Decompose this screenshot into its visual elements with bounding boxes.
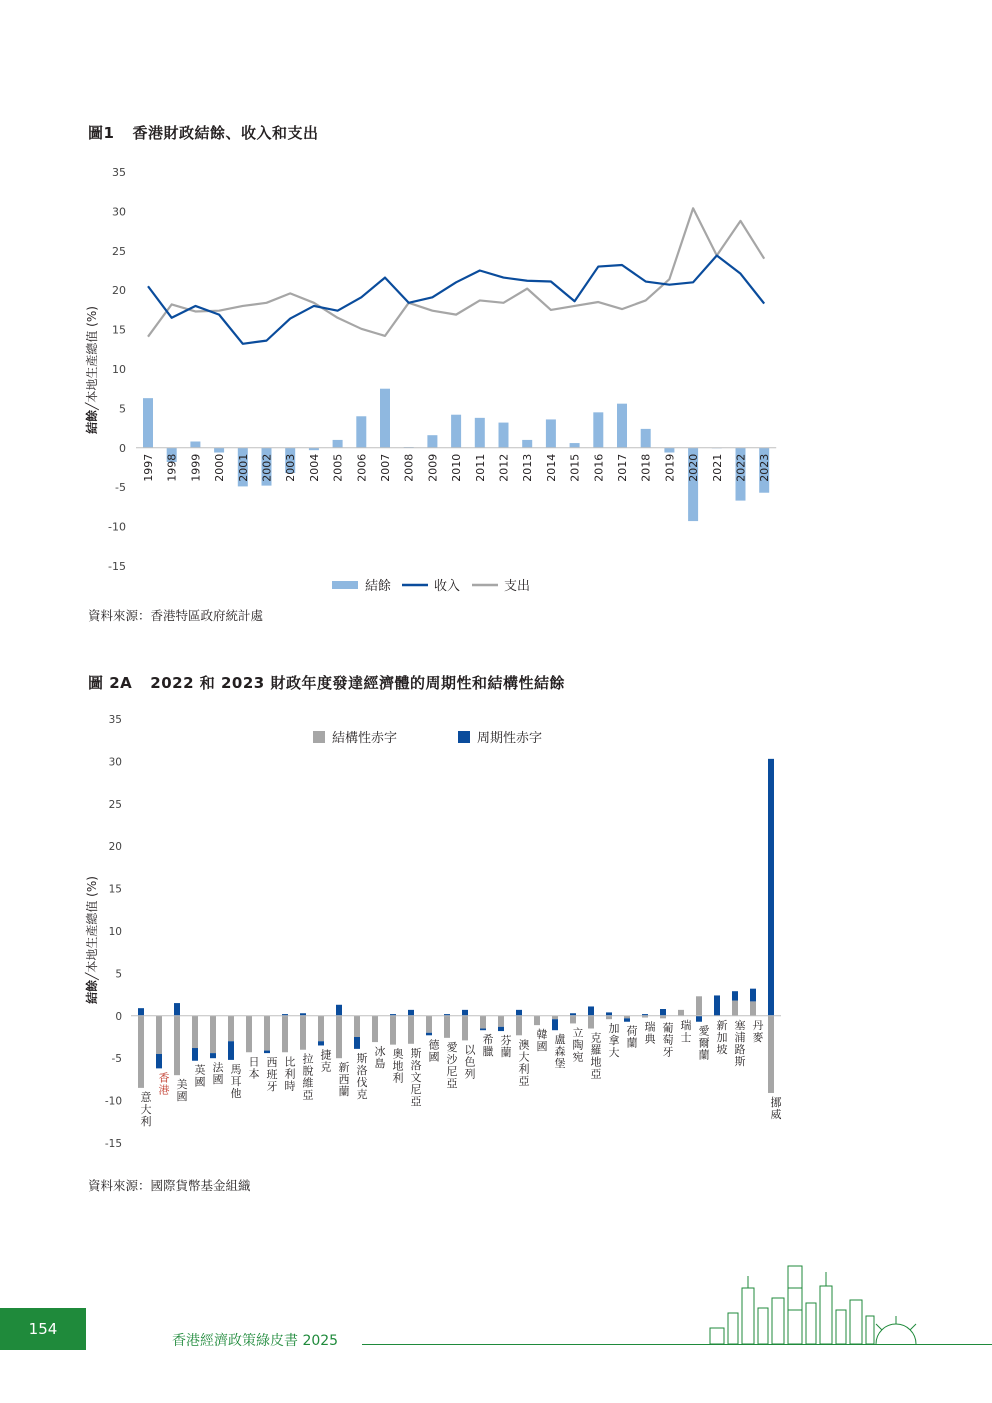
y-tick-label: -5: [115, 481, 126, 495]
category-label-char: 荷: [626, 1024, 638, 1038]
cyclical-bar: [138, 1008, 144, 1016]
structural-bar: [462, 1016, 468, 1041]
cyclical-bar: [588, 1006, 594, 1015]
category-label-char: 利: [392, 1071, 404, 1085]
cyclical-bar: [750, 989, 756, 1002]
category-label-char: 班: [266, 1068, 278, 1082]
category-label: [357, 1051, 368, 1101]
x-tick-label: 2023: [758, 453, 772, 482]
structural-bar: [606, 1016, 612, 1019]
balance-bar: [451, 415, 461, 448]
category-label: [717, 1019, 728, 1056]
category-label: [303, 1052, 314, 1102]
structural-bar: [768, 1016, 774, 1093]
category-label: [375, 1044, 386, 1070]
category-label-char: 浦: [734, 1030, 746, 1044]
category-label: [555, 1032, 566, 1070]
category-label-char: 葡: [662, 1021, 674, 1035]
x-tick-label: 2009: [426, 453, 440, 482]
y-tick-label: -10: [104, 1095, 122, 1108]
structural-bar: [174, 1016, 180, 1075]
category-label-char: 德: [428, 1038, 440, 1052]
x-tick-label: 2002: [260, 453, 274, 482]
category-label: [483, 1033, 494, 1058]
category-label: [663, 1020, 674, 1058]
category-label-char: 西: [338, 1073, 350, 1087]
category-label-char: 愛: [446, 1040, 458, 1054]
x-tick-label: 2010: [450, 453, 464, 482]
category-label-char: 脫: [302, 1064, 314, 1078]
cyclical-bar: [732, 991, 738, 1000]
category-label: [231, 1063, 242, 1100]
category-label-char: 國: [212, 1073, 224, 1087]
category-label-char: 尼: [446, 1064, 458, 1078]
figure1-heading: 香港財政結餘、收入和支出: [132, 124, 319, 142]
category-label-char: 馬: [230, 1062, 242, 1076]
x-tick-label: 2017: [616, 453, 629, 482]
figure2-source: 資料來源：國際貨幣基金組織: [88, 1178, 251, 1193]
category-label-char: 他: [230, 1086, 242, 1100]
structural-bar: [372, 1016, 378, 1042]
structural-bar: [390, 1016, 396, 1045]
structural-bar: [156, 1016, 162, 1054]
cyclical-bar: [156, 1054, 162, 1068]
balance-bar: [214, 448, 224, 453]
category-label: [465, 1043, 477, 1080]
cyclical-bar: [498, 1027, 504, 1031]
category-label-char: 塞: [734, 1018, 746, 1032]
y-tick-label: 0: [115, 1010, 122, 1023]
y-tick-label: 10: [112, 363, 126, 376]
category-label-char: 港: [158, 1083, 170, 1097]
y-tick-label: 30: [108, 756, 122, 769]
category-label-char: 拉: [302, 1052, 314, 1066]
category-label-char: 士: [680, 1030, 692, 1044]
cyclical-bar: [408, 1010, 414, 1016]
structural-bar: [426, 1016, 432, 1033]
structural-bar: [228, 1016, 234, 1041]
y-axis-label: [84, 306, 99, 434]
category-label-char: 利: [518, 1062, 530, 1076]
y-axis-label-bold: 結餘: [85, 409, 99, 434]
figure2-label: 圖 2A: [88, 674, 133, 692]
structural-bar: [354, 1016, 360, 1037]
category-label: [177, 1078, 188, 1103]
structural-bar: [300, 1016, 306, 1050]
category-label: [771, 1095, 782, 1121]
x-tick-label: 2007: [379, 453, 392, 482]
balance-bar: [570, 443, 580, 448]
category-label-char: 斯: [356, 1051, 368, 1065]
figure1-label: 圖1: [88, 124, 115, 142]
legend-label-expenditure: 支出: [504, 579, 531, 594]
figure1-source: 資料來源：香港特區政府統計處: [88, 608, 264, 623]
category-label-char: 西: [266, 1056, 278, 1070]
category-label: [735, 1018, 746, 1068]
category-label: [645, 1019, 657, 1045]
legend-swatch-cyclical: [458, 731, 470, 743]
category-label-char: 國: [176, 1090, 188, 1104]
category-label-char: 尼: [410, 1082, 422, 1096]
structural-bar: [696, 996, 702, 1016]
category-label-char: 蘭: [500, 1046, 512, 1060]
cyclical-bar: [354, 1037, 360, 1049]
category-label-char: 宛: [572, 1050, 584, 1064]
category-label-char: 亞: [302, 1088, 314, 1102]
cyclical-bar: [228, 1041, 234, 1060]
page-number: 154: [28, 1320, 58, 1338]
category-label: [573, 1026, 584, 1063]
balance-bar: [427, 435, 437, 448]
x-tick-label: 2003: [284, 453, 298, 482]
cyclical-bar: [336, 1005, 342, 1016]
balance-bar: [190, 441, 200, 447]
structural-bar: [516, 1016, 522, 1036]
x-tick-label: 2018: [639, 453, 653, 482]
category-label-char: 大: [608, 1046, 620, 1060]
category-label-char: 洛: [410, 1058, 422, 1072]
category-label-char: 洛: [356, 1063, 368, 1077]
category-label-char: 澳: [518, 1038, 530, 1052]
category-label: [609, 1021, 620, 1059]
y-tick-label: 20: [108, 841, 122, 854]
y-tick-label: 10: [108, 926, 122, 938]
category-label-char: 比: [284, 1055, 296, 1069]
category-label-char: 爾: [698, 1036, 710, 1050]
balance-bar: [356, 416, 366, 448]
structural-bar: [408, 1016, 414, 1044]
category-label-char: 法: [212, 1061, 224, 1075]
category-label-char: 時: [284, 1079, 296, 1093]
structural-bar: [498, 1016, 504, 1027]
category-label-char: 愛: [698, 1024, 710, 1038]
category-label-char: 堡: [554, 1057, 566, 1071]
category-label-char: 色: [464, 1055, 476, 1069]
category-label-char: 蘭: [698, 1048, 710, 1062]
category-label-char: 意: [140, 1090, 152, 1104]
structural-bar: [210, 1016, 216, 1053]
category-label-char: 萄: [662, 1033, 674, 1047]
structural-bar: [534, 1016, 540, 1025]
y-tick-label: 25: [112, 244, 126, 258]
balance-bar: [143, 398, 153, 448]
chart-fiscal-balance: [80, 160, 800, 600]
x-tick-label: 2005: [331, 453, 345, 482]
cyclical-bar: [192, 1048, 198, 1061]
category-label-char: 典: [644, 1032, 656, 1046]
category-label-char: 地: [590, 1055, 602, 1069]
category-label-char: 美: [176, 1078, 188, 1092]
cyclical-bar: [768, 759, 774, 1016]
category-label-char: 亞: [590, 1067, 602, 1081]
y-tick-label: 25: [108, 798, 122, 811]
legend-label-cyclical: 周期性赤字: [477, 731, 543, 746]
category-label-char: 大: [140, 1102, 152, 1116]
balance-bar: [522, 440, 532, 448]
y-axis-label-rest: ╱本地生產總值 (%): [85, 876, 99, 980]
cyclical-bar: [480, 1029, 486, 1031]
category-label-char: 大: [518, 1050, 530, 1064]
category-label-char: 島: [374, 1057, 386, 1071]
y-tick-label: -15: [108, 560, 126, 573]
y-tick-label: 5: [119, 402, 126, 416]
category-label: [339, 1061, 350, 1098]
category-label-char: 亞: [410, 1094, 422, 1108]
category-label-char: 沙: [446, 1052, 458, 1066]
x-tick-label: 2001: [236, 453, 250, 482]
category-label-char: 加: [608, 1022, 620, 1036]
x-tick-label: 2006: [355, 453, 369, 482]
structural-bar: [552, 1016, 558, 1019]
category-label-char: 森: [554, 1045, 566, 1059]
cyclical-bar: [210, 1053, 216, 1058]
publication-title: 香港經濟政策綠皮書 2025: [172, 1333, 339, 1349]
category-label-char: 立: [572, 1026, 584, 1040]
category-label-char: 新: [716, 1018, 728, 1032]
y-tick-label: 30: [112, 205, 126, 219]
category-label: [699, 1025, 710, 1062]
x-tick-label: 1998: [165, 453, 179, 482]
cyclical-bar: [174, 1003, 180, 1016]
category-label: [753, 1019, 764, 1044]
category-label-char: 牙: [662, 1045, 674, 1059]
legend-swatch-balance: [332, 581, 358, 589]
category-label: [501, 1033, 512, 1059]
category-label-char: 利: [140, 1114, 152, 1128]
category-label-char: 新: [338, 1061, 350, 1075]
x-tick-label: 2016: [592, 453, 606, 482]
category-label: [447, 1041, 459, 1090]
category-label-char: 丹: [752, 1018, 764, 1032]
cyclical-bar: [516, 1010, 522, 1016]
legend-label-revenue: 收入: [434, 579, 461, 594]
category-label-char: 英: [194, 1063, 206, 1077]
structural-bar: [192, 1016, 198, 1048]
x-tick-label: 2008: [402, 453, 416, 482]
category-label-char: 克: [590, 1031, 602, 1045]
structural-bar: [318, 1016, 324, 1041]
y-tick-label: 15: [108, 883, 122, 896]
balance-bar: [617, 404, 627, 448]
category-label-char: 斯: [734, 1054, 746, 1068]
structural-bar: [138, 1016, 144, 1088]
x-tick-label: 1997: [142, 453, 155, 482]
cyclical-bar: [606, 1012, 612, 1015]
balance-bar: [664, 448, 674, 453]
structural-bar: [570, 1016, 576, 1024]
x-tick-label: 2004: [307, 453, 321, 482]
y-tick-label: -10: [108, 520, 126, 534]
balance-bar: [546, 419, 556, 447]
category-label: [591, 1031, 602, 1081]
y-tick-label: 0: [119, 441, 126, 455]
category-label-char: 亞: [518, 1074, 530, 1088]
category-label-char: 瑞: [644, 1020, 656, 1034]
category-label-char: 地: [392, 1059, 404, 1073]
skyline-illustration: [700, 1258, 920, 1348]
category-label: [159, 1070, 170, 1096]
category-label-char: 本: [248, 1067, 260, 1081]
category-label-char: 芬: [500, 1034, 512, 1048]
category-label-char: 亞: [446, 1076, 458, 1090]
category-label-char: 加: [716, 1030, 728, 1044]
category-label: [267, 1056, 278, 1093]
x-tick-label: 2022: [734, 453, 748, 482]
category-label: [249, 1055, 260, 1080]
category-label-char: 坡: [716, 1042, 728, 1056]
cyclical-bar: [318, 1041, 324, 1045]
category-label-char: 臘: [482, 1045, 494, 1059]
structural-bar: [588, 1016, 594, 1029]
category-label-char: 威: [770, 1107, 782, 1121]
expenditure-line: [148, 208, 764, 336]
category-label: [393, 1047, 404, 1085]
category-label-char: 拿: [608, 1034, 620, 1048]
category-label-char: 蘭: [338, 1085, 350, 1099]
balance-bar: [333, 440, 343, 448]
y-tick-label: -15: [104, 1138, 122, 1150]
chart-cyclical-structural: [80, 710, 800, 1160]
balance-bar: [499, 423, 509, 448]
balance-bar: [593, 412, 603, 447]
y-tick-label: -5: [111, 1053, 122, 1066]
y-tick-label: 35: [108, 714, 122, 726]
category-label: [195, 1063, 206, 1089]
category-label-char: 捷: [320, 1048, 332, 1062]
balance-bar: [380, 389, 390, 448]
y-axis-label-rest: ╱本地生產總值 (%): [85, 306, 99, 410]
category-label-char: 希: [482, 1033, 494, 1047]
category-label-char: 陶: [572, 1038, 584, 1052]
x-tick-label: 2020: [687, 453, 701, 482]
x-tick-label: 2021: [710, 453, 724, 482]
legend-label-balance: 結餘: [365, 579, 392, 594]
cyclical-bar: [264, 1051, 270, 1054]
category-label: [681, 1018, 692, 1044]
category-label-char: 挪: [770, 1095, 782, 1109]
category-label: [429, 1038, 441, 1063]
figure2-heading: 2022 和 2023 財政年度發達經濟體的周期性和結構性結餘: [150, 674, 565, 692]
category-label-char: 蘭: [626, 1036, 638, 1050]
category-label: [321, 1047, 332, 1073]
structural-bar: [480, 1016, 486, 1029]
cyclical-bar: [714, 995, 720, 1015]
x-tick-label: 2000: [213, 453, 227, 482]
x-tick-label: 1999: [189, 453, 203, 482]
category-label-char: 列: [464, 1067, 476, 1081]
cyclical-bar: [552, 1019, 558, 1030]
x-tick-label: 2012: [497, 453, 511, 482]
category-label-char: 利: [284, 1067, 296, 1081]
cyclical-bar: [696, 1016, 702, 1022]
category-label-char: 耳: [230, 1074, 242, 1088]
category-label-char: 伐: [356, 1075, 368, 1089]
category-label-char: 羅: [590, 1043, 602, 1057]
category-label-char: 牙: [266, 1080, 278, 1094]
cyclical-bar: [624, 1018, 630, 1021]
balance-bar: [641, 429, 651, 448]
category-label-char: 國: [194, 1075, 206, 1089]
figure2-title: [88, 672, 565, 693]
category-label: [537, 1027, 548, 1053]
structural-bar: [336, 1016, 342, 1058]
category-label-char: 國: [428, 1050, 440, 1064]
category-label-char: 斯: [410, 1046, 422, 1060]
structural-bar: [282, 1016, 288, 1052]
category-label: [213, 1060, 225, 1086]
cyclical-bar: [462, 1010, 468, 1016]
y-tick-label: 35: [112, 166, 126, 179]
legend-label-structural: 結構性赤字: [332, 731, 398, 746]
category-label-char: 麥: [752, 1030, 764, 1044]
category-label-char: 路: [734, 1042, 746, 1056]
category-label: [411, 1046, 422, 1108]
category-label-char: 冰: [374, 1045, 386, 1059]
legend-swatch-structural: [313, 731, 325, 743]
y-axis-label-bold: 結餘: [85, 979, 99, 1004]
y-axis-label: [84, 876, 99, 1004]
category-label-char: 以: [464, 1043, 476, 1057]
category-label-char: 香: [158, 1071, 170, 1085]
category-label-char: 日: [248, 1055, 260, 1069]
cyclical-bar: [426, 1033, 432, 1036]
category-label-char: 奧: [392, 1047, 404, 1061]
category-label-char: 盧: [554, 1033, 566, 1047]
structural-bar: [732, 1001, 738, 1016]
x-tick-label: 2013: [521, 453, 535, 482]
category-label: [627, 1024, 638, 1050]
structural-bar: [246, 1016, 252, 1052]
x-tick-label: 2011: [473, 453, 487, 482]
x-tick-label: 2014: [544, 453, 558, 482]
figure1-title: [88, 122, 318, 143]
category-label: [519, 1037, 530, 1087]
category-label-char: 文: [410, 1070, 422, 1084]
category-label-char: 克: [320, 1060, 332, 1074]
category-label-char: 維: [302, 1076, 314, 1090]
category-label: [285, 1054, 296, 1092]
cyclical-bar: [660, 1009, 666, 1016]
x-tick-label: 2015: [568, 453, 582, 482]
category-label-char: 克: [356, 1087, 368, 1101]
category-label-char: 韓: [536, 1028, 548, 1042]
structural-bar: [678, 1010, 684, 1016]
structural-bar: [444, 1016, 450, 1038]
y-tick-label: 15: [112, 323, 126, 337]
structural-bar: [750, 1001, 756, 1015]
category-label-char: 瑞: [680, 1018, 692, 1032]
category-label-char: 國: [536, 1040, 548, 1054]
balance-bar: [475, 418, 485, 448]
category-label: [141, 1091, 152, 1128]
y-tick-label: 5: [115, 968, 122, 981]
y-tick-label: 20: [112, 284, 126, 298]
structural-bar: [264, 1016, 270, 1051]
x-tick-label: 2019: [663, 453, 677, 482]
